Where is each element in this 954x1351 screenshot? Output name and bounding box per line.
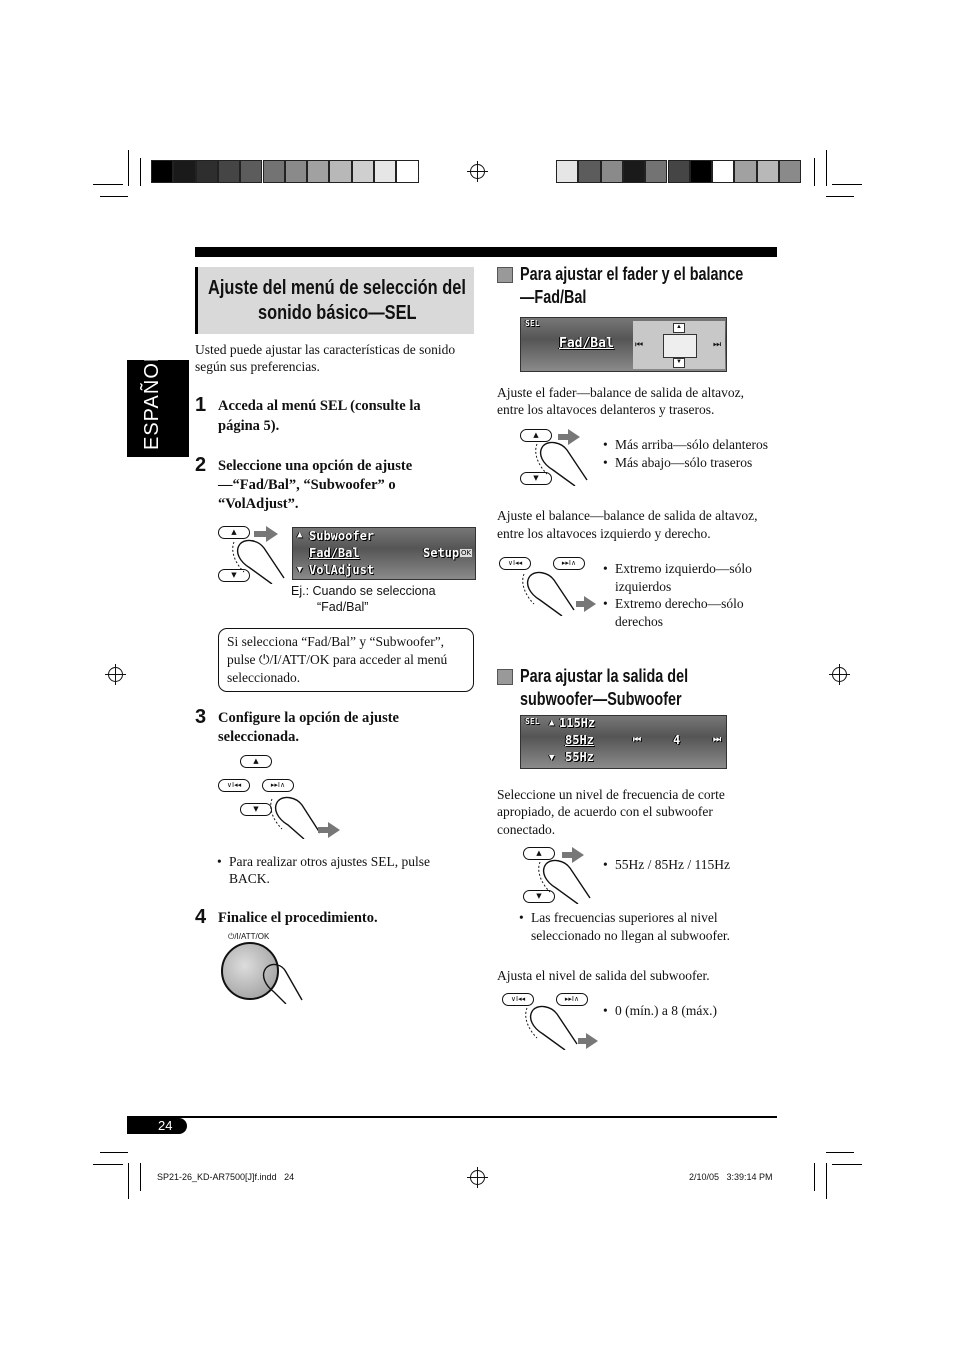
fadbal-display: [520, 317, 727, 372]
color-swatch: [734, 160, 756, 183]
color-swatch: [690, 160, 712, 183]
crop-mark: [832, 1164, 862, 1165]
color-swatch: [352, 160, 374, 183]
crop-mark: [93, 184, 123, 185]
color-swatch: [196, 160, 218, 183]
freq-bullet: • 55Hz / 85Hz / 115Hz: [615, 856, 730, 874]
up-button-icon: ▲: [520, 429, 552, 442]
arrow-icon: [586, 1033, 598, 1049]
main-title-line2: sonido básico—SEL: [258, 302, 417, 324]
fader-bullet: • Más abajo—sólo traseros: [615, 454, 752, 472]
step-text: Acceda al menú SEL (consulte la: [218, 398, 421, 414]
intro-line2: según sus preferencias.: [195, 359, 320, 374]
finger-icon: [260, 962, 306, 1004]
step-text: página 5).: [218, 418, 280, 434]
color-swatch: [374, 160, 396, 183]
fader-bullet: • Más arriba—sólo delanteros: [615, 436, 768, 454]
finger-icon: [232, 538, 288, 584]
sel-menu-display: [292, 527, 476, 580]
color-swatch: [556, 160, 578, 183]
crop-mark: [128, 150, 129, 186]
display-up-arrow: ▲: [297, 530, 303, 540]
bottom-rule: [127, 1116, 777, 1118]
step-text: Configure la opción de ajuste: [218, 710, 399, 726]
step-text: “VolAdjust”.: [218, 496, 299, 512]
footer-date: 2/10/05 3:39:14 PM: [689, 1172, 773, 1182]
display-line1: Subwoofer: [309, 529, 375, 543]
color-swatch: [329, 160, 351, 183]
balance-bullet: • Extremo derecho—sólo: [615, 595, 744, 613]
display-next-icon: ⏭: [713, 735, 722, 745]
footer-file: SP21-26_KD-AR7500[J]f.indd 24: [157, 1172, 295, 1182]
down-button-icon: ▼: [240, 803, 272, 816]
step-number: 3: [195, 706, 207, 728]
color-swatch: [601, 160, 623, 183]
crop-mark: [100, 196, 128, 197]
step-number: 2: [195, 454, 207, 476]
color-swatch: [285, 160, 307, 183]
color-swatch: [151, 160, 173, 183]
crop-mark: [140, 1163, 141, 1191]
color-swatch: [396, 160, 418, 183]
down-button-icon: ▼: [523, 890, 555, 903]
fader-heading-line2: —Fad/Bal: [520, 287, 587, 307]
step-number: 4: [195, 906, 207, 928]
sub-heading-line1: Para ajustar la salida del: [520, 666, 689, 686]
color-swatch: [712, 160, 734, 183]
display-setup: Setup: [423, 546, 460, 560]
display-prev-icon: ⏮: [633, 735, 642, 745]
up-button-icon: ▲: [218, 526, 250, 539]
crop-mark: [93, 1164, 123, 1165]
example-caption-line1: Ej.: Cuando se selecciona: [291, 584, 436, 598]
crop-mark: [832, 184, 862, 185]
crop-mark: [826, 1163, 827, 1199]
display-down-arrow: ▼: [549, 753, 555, 763]
color-swatch: [578, 160, 600, 183]
intro-line1: Usted puede ajustar las características de sonido: [195, 342, 456, 357]
color-swatch: [645, 160, 667, 183]
up-button-icon: ▲: [523, 847, 555, 860]
language-label: ESPAÑOL: [141, 350, 163, 450]
display-sel: SEL: [525, 717, 540, 726]
balance-bullet-cont: izquierdos: [615, 579, 672, 594]
finger-icon: [535, 440, 591, 486]
fader-text-line1: Ajuste el fader—balance de salida de altavoz,: [497, 385, 745, 400]
registration-mark-icon: [108, 667, 123, 682]
note-line3: seleccionado.: [227, 670, 301, 685]
fader-heading-line1: Para ajustar el fader y el balance: [520, 264, 744, 284]
color-swatch: [173, 160, 195, 183]
registration-mark-icon: [832, 667, 847, 682]
arrow-icon: [584, 596, 596, 612]
subwoofer-display: [520, 715, 727, 769]
display-fadbal: Fad/Bal: [559, 336, 614, 351]
registration-mark-icon: [470, 1170, 485, 1185]
display-line2: Fad/Bal: [309, 546, 360, 560]
step-text: Finalice el procedimiento.: [218, 910, 378, 926]
sub-heading-line2: subwoofer—Subwoofer: [520, 689, 682, 709]
crop-mark: [826, 196, 854, 197]
next-button-icon: ▸▸I∧: [262, 779, 294, 792]
step-text: —“Fad/Bal”, “Subwoofer” o: [218, 477, 396, 493]
finger-icon: [522, 570, 578, 616]
color-swatch: [779, 160, 801, 183]
crop-mark: [140, 158, 141, 186]
step3-bullet-line1: • Para realizar otros ajustes SEL, pulse: [229, 853, 430, 871]
display-down-arrow: ▼: [297, 565, 303, 575]
up-button-icon: ▲: [240, 755, 272, 768]
speaker-grid-icon: ▲ ▼ ⏮ ⏭: [633, 321, 725, 369]
color-swatch: [757, 160, 779, 183]
prev-button-icon: ∨I◂◂: [218, 779, 250, 792]
down-button-icon: ▼: [218, 569, 250, 582]
step-text: seleccionada.: [218, 729, 299, 745]
balance-text-line1: Ajuste el balance—balance de salida de altavoz,: [497, 508, 758, 523]
color-swatch: [240, 160, 262, 183]
arrow-icon: [328, 822, 340, 838]
display-freq3: 55Hz: [565, 750, 594, 764]
crop-mark: [100, 1152, 128, 1153]
crop-mark: [826, 1152, 854, 1153]
step-number: 1: [195, 394, 207, 416]
display-line3: VolAdjust: [309, 563, 375, 577]
finger-icon: [270, 795, 324, 839]
step3-bullet-line2: BACK.: [229, 871, 270, 886]
color-swatch: [623, 160, 645, 183]
finger-icon: [525, 1004, 581, 1050]
color-swatch: [668, 160, 690, 183]
prev-button-icon: ∨I◂◂: [499, 557, 531, 570]
top-rule: [195, 247, 777, 257]
main-title-line1: Ajuste del menú de selección del: [208, 277, 466, 299]
balance-bullet: • Extremo izquierdo—sólo: [615, 560, 752, 578]
balance-bullet-cont: derechos: [615, 614, 663, 629]
note-line2: pulse ⏻/I/ATT/OK para acceder al menú: [227, 652, 448, 667]
freq-note-line1: • Las frecuencias superiores al nivel: [531, 909, 718, 927]
knob-label: ⏻/I/ATT/OK: [228, 932, 270, 941]
next-button-icon: ▸▸I∧: [553, 557, 585, 570]
crop-mark: [826, 150, 827, 186]
level-text: Ajusta el nivel de salida del subwoofer.: [497, 968, 710, 983]
crop-mark: [814, 158, 815, 186]
freq-text-line2: apropiado, de acuerdo con el subwoofer: [497, 804, 713, 819]
display-sel: SEL: [525, 319, 540, 328]
fader-text-line2: entre los altavoces delanteros y traseros.: [497, 402, 715, 417]
step-text: Seleccione una opción de ajuste: [218, 458, 413, 474]
down-button-icon: ▼: [520, 472, 552, 485]
color-swatch: [218, 160, 240, 183]
page-number-tab: [127, 1118, 187, 1134]
level-bullet: • 0 (mín.) a 8 (máx.): [615, 1002, 717, 1020]
color-swatch: [307, 160, 329, 183]
finger-icon: [538, 858, 594, 904]
prev-button-icon: ∨I◂◂: [502, 993, 534, 1006]
display-freq2: 85Hz: [565, 733, 594, 747]
display-level: 4: [673, 733, 681, 747]
display-up-arrow: ▲: [549, 718, 555, 728]
balance-text-line2: entre los altavoces izquierdo y derecho.: [497, 526, 711, 541]
example-caption-line2: “Fad/Bal”: [317, 600, 369, 614]
display-freq1: 115Hz: [559, 716, 596, 730]
section-marker-icon: [497, 669, 513, 685]
freq-text-line3: conectado.: [497, 822, 556, 837]
crop-mark: [128, 1163, 129, 1199]
crop-mark: [814, 1163, 815, 1191]
freq-note-line2: seleccionado no llegan al subwoofer.: [531, 928, 731, 943]
display-ok: OK: [461, 549, 472, 557]
registration-mark-icon: [470, 164, 485, 179]
page-number: 24: [158, 1118, 173, 1133]
section-marker-icon: [497, 267, 513, 283]
color-swatch: [263, 160, 285, 183]
language-tab: [127, 350, 189, 457]
note-line1: Si selecciona “Fad/Bal” y “Subwoofer”,: [227, 634, 445, 649]
next-button-icon: ▸▸I∧: [556, 993, 588, 1006]
freq-text-line1: Seleccione un nivel de frecuencia de corte: [497, 787, 725, 802]
